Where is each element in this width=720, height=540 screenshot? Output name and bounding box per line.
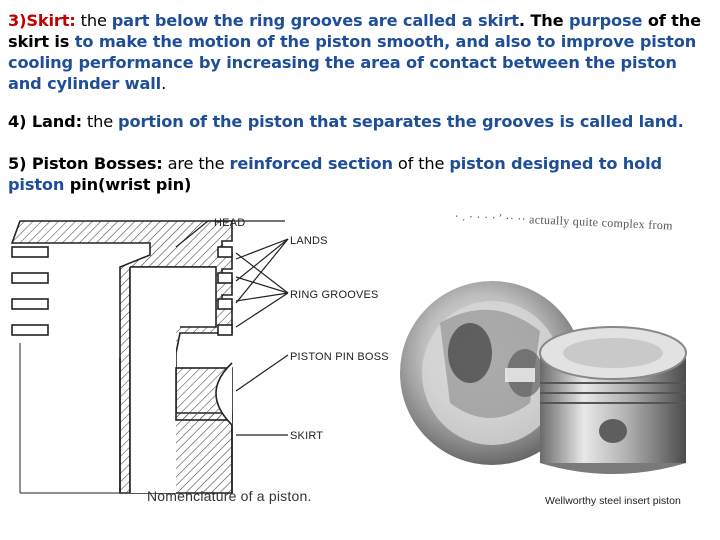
label-head: HEAD xyxy=(214,217,246,229)
bosses-text-3: of the xyxy=(392,154,450,173)
skirt-heading: 3)Skirt: xyxy=(8,11,76,30)
figure-panel xyxy=(0,203,720,540)
skirt-text-5: of the skirt is xyxy=(8,11,701,51)
paragraph-skirt xyxy=(8,10,712,94)
skirt-text-1: the xyxy=(75,11,112,30)
diagram-caption: Nomenclature of a piston. xyxy=(147,488,312,504)
photo-snippet-text: · . · · · · ′ ·· ·· actually quite complex from xyxy=(454,209,674,233)
piston-photo-2 xyxy=(540,327,686,474)
skirt-text-4: purpose xyxy=(568,11,643,30)
land-text-1: the xyxy=(81,112,119,131)
piston-figures xyxy=(0,203,720,540)
bosses-text-1: are the xyxy=(162,154,230,173)
bosses-heading: 5) Piston Bosses: xyxy=(8,154,163,173)
piston-cross-section xyxy=(12,221,232,493)
skirt-text-7: . xyxy=(161,74,167,93)
skirt-text-2: part below the ring grooves are called a skirt xyxy=(111,11,519,30)
skirt-text-3: . The xyxy=(518,11,569,30)
label-ring-grooves: RING GROOVES xyxy=(290,289,379,301)
label-piston-pin-boss: PISTON PIN BOSS xyxy=(290,351,389,363)
land-text-2: portion of the piston that separates the grooves is called land. xyxy=(118,112,684,131)
photo-caption: Wellworthy steel insert piston xyxy=(545,495,681,507)
bosses-text-4: piston designed to hold piston xyxy=(8,154,662,194)
label-skirt: SKIRT xyxy=(290,430,324,442)
paragraph-bosses xyxy=(8,153,712,195)
paragraph-land xyxy=(8,111,712,132)
bosses-text-2: reinforced section xyxy=(229,154,393,173)
label-lands: LANDS xyxy=(290,235,328,247)
land-heading: 4) Land: xyxy=(8,112,82,131)
skirt-text-6: to make the motion of the piston smooth, and also to improve piston cooling performance by increasing the area of contact between the piston and cylinder wall xyxy=(8,32,697,93)
bosses-text-5: pin(wrist pin) xyxy=(64,175,192,194)
